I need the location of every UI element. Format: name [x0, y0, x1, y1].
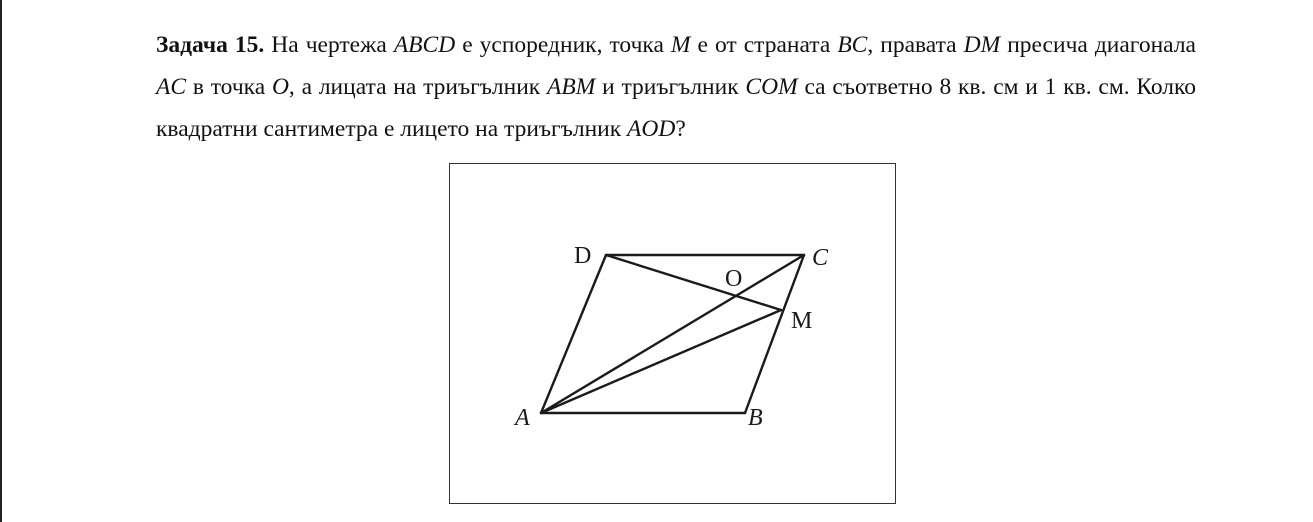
problem-text-4: , правата	[867, 32, 964, 58]
problem-text-7: , а лицата на триъгълник	[288, 74, 548, 100]
side-bc	[745, 255, 804, 413]
var-com: COM	[745, 74, 798, 100]
problem-text-1: На чертежа	[264, 32, 394, 58]
var-bc: BC	[837, 32, 868, 58]
problem-text-3: е от страната	[690, 32, 838, 58]
problem-text-2: е успоредник, точка	[455, 32, 671, 58]
problem-statement	[156, 24, 1196, 150]
var-abcd: ABCD	[393, 32, 456, 58]
var-ac: AC	[156, 74, 187, 100]
label-b: B	[748, 405, 763, 431]
label-o: O	[725, 266, 743, 292]
var-m: M	[670, 32, 691, 58]
problem-text-9: са съответно 8 кв. см и 1 кв. см. Колко квадратни сантиметра е лицето на триъгълник	[156, 74, 1197, 142]
diagonal-ac	[541, 255, 804, 413]
label-m: M	[791, 308, 813, 334]
page-left-border	[0, 0, 2, 522]
var-abm: ABM	[547, 74, 596, 100]
problem-text-6: в точка	[186, 74, 272, 100]
var-dm: DM	[963, 32, 1001, 58]
line-dm	[606, 255, 781, 310]
problem-text-5: пресича диагонала	[1000, 32, 1196, 58]
label-a: A	[515, 405, 530, 431]
var-aod: AOD	[627, 116, 676, 142]
label-d: D	[574, 243, 592, 269]
problem-text-10: ?	[675, 116, 686, 142]
problem-text-8: и триъгълник	[595, 74, 746, 100]
figure-frame	[449, 163, 896, 504]
label-c: C	[812, 245, 829, 271]
problem-heading: Задача 15.	[156, 32, 265, 58]
var-o: O	[271, 74, 289, 100]
parallelogram-figure	[450, 164, 897, 505]
